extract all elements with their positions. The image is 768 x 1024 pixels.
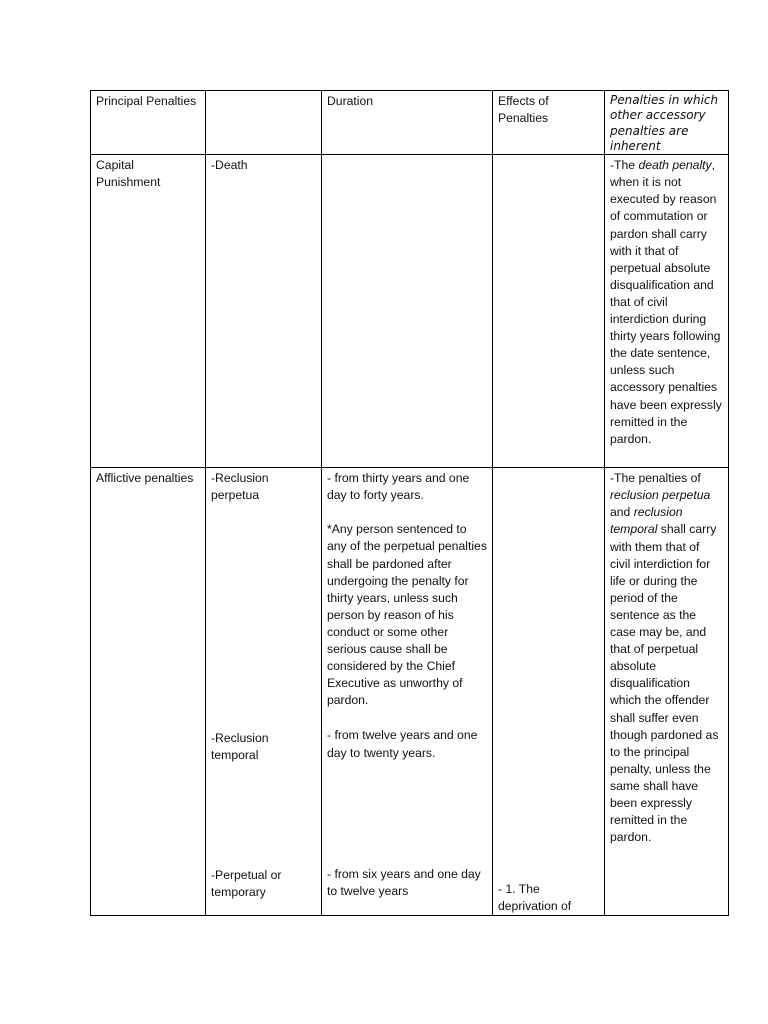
effects-afflictive	[493, 468, 605, 916]
penalty-perpetual-or-temporary: -Perpetual or temporary	[211, 867, 282, 899]
penalties-table	[90, 90, 729, 916]
category-afflictive: Afflictive penalties	[91, 468, 206, 916]
duration-perpetual-note: *Any person sentenced to any of the perpetual penalties shall be pardoned after undergoing the penalty for thirty years, unless such person by reason of his conduct or some other serious cause shall be considered by the Chief Executive as unworthy of pardon.	[327, 522, 487, 708]
row-afflictive-penalties	[91, 468, 729, 916]
accessory-death: -The death penalty, when it is not executed by reason of commutation or pardon shall carry with it that of perpetual absolute disqualification and that of civil interdiction during thirty years following the date sentence, unless such accessory penalties have been expressly remitted in the pardon.	[605, 155, 729, 468]
header-principal-penalties: Principal Penalties	[91, 91, 206, 155]
duration-death	[322, 155, 493, 468]
header-duration: Duration	[322, 91, 493, 155]
effects-deprivation: - 1. The deprivation of	[498, 882, 572, 914]
duration-reclusion-temporal: - from twelve years and one day to twenty years.	[327, 728, 478, 760]
header-blank	[206, 91, 322, 155]
durations-afflictive	[322, 468, 493, 916]
header-accessory: Penalties in which other accessory penalties are inherent	[605, 91, 729, 155]
duration-perpetual-or-temporary: - from six years and one day to twelve years	[327, 866, 481, 898]
header-effects: Effects of Penalties	[493, 91, 605, 155]
row-capital-punishment	[91, 155, 729, 468]
penalty-reclusion-temporal: -Reclusion temporal	[211, 731, 269, 763]
accessory-afflictive: -The penalties of reclusion perpetua and reclusion temporal shall carry with them that of civil interdiction for life or during the period of the sentence as the case may be, and that of perpetual absolute disqualification which the offender shall suffer even though pardoned as to the principal penalty, unless the same shall have been expressly remitted in the pardon.	[605, 468, 729, 916]
duration-reclusion-perpetua: - from thirty years and one day to forty years.	[327, 471, 470, 503]
header-row	[91, 91, 729, 155]
penalties-afflictive	[206, 468, 322, 916]
category-capital: Capital Punishment	[91, 155, 206, 468]
effects-death	[493, 155, 605, 468]
penalty-reclusion-perpetua: -Reclusion perpetua	[211, 471, 269, 503]
penalty-death: -Death	[206, 155, 322, 468]
